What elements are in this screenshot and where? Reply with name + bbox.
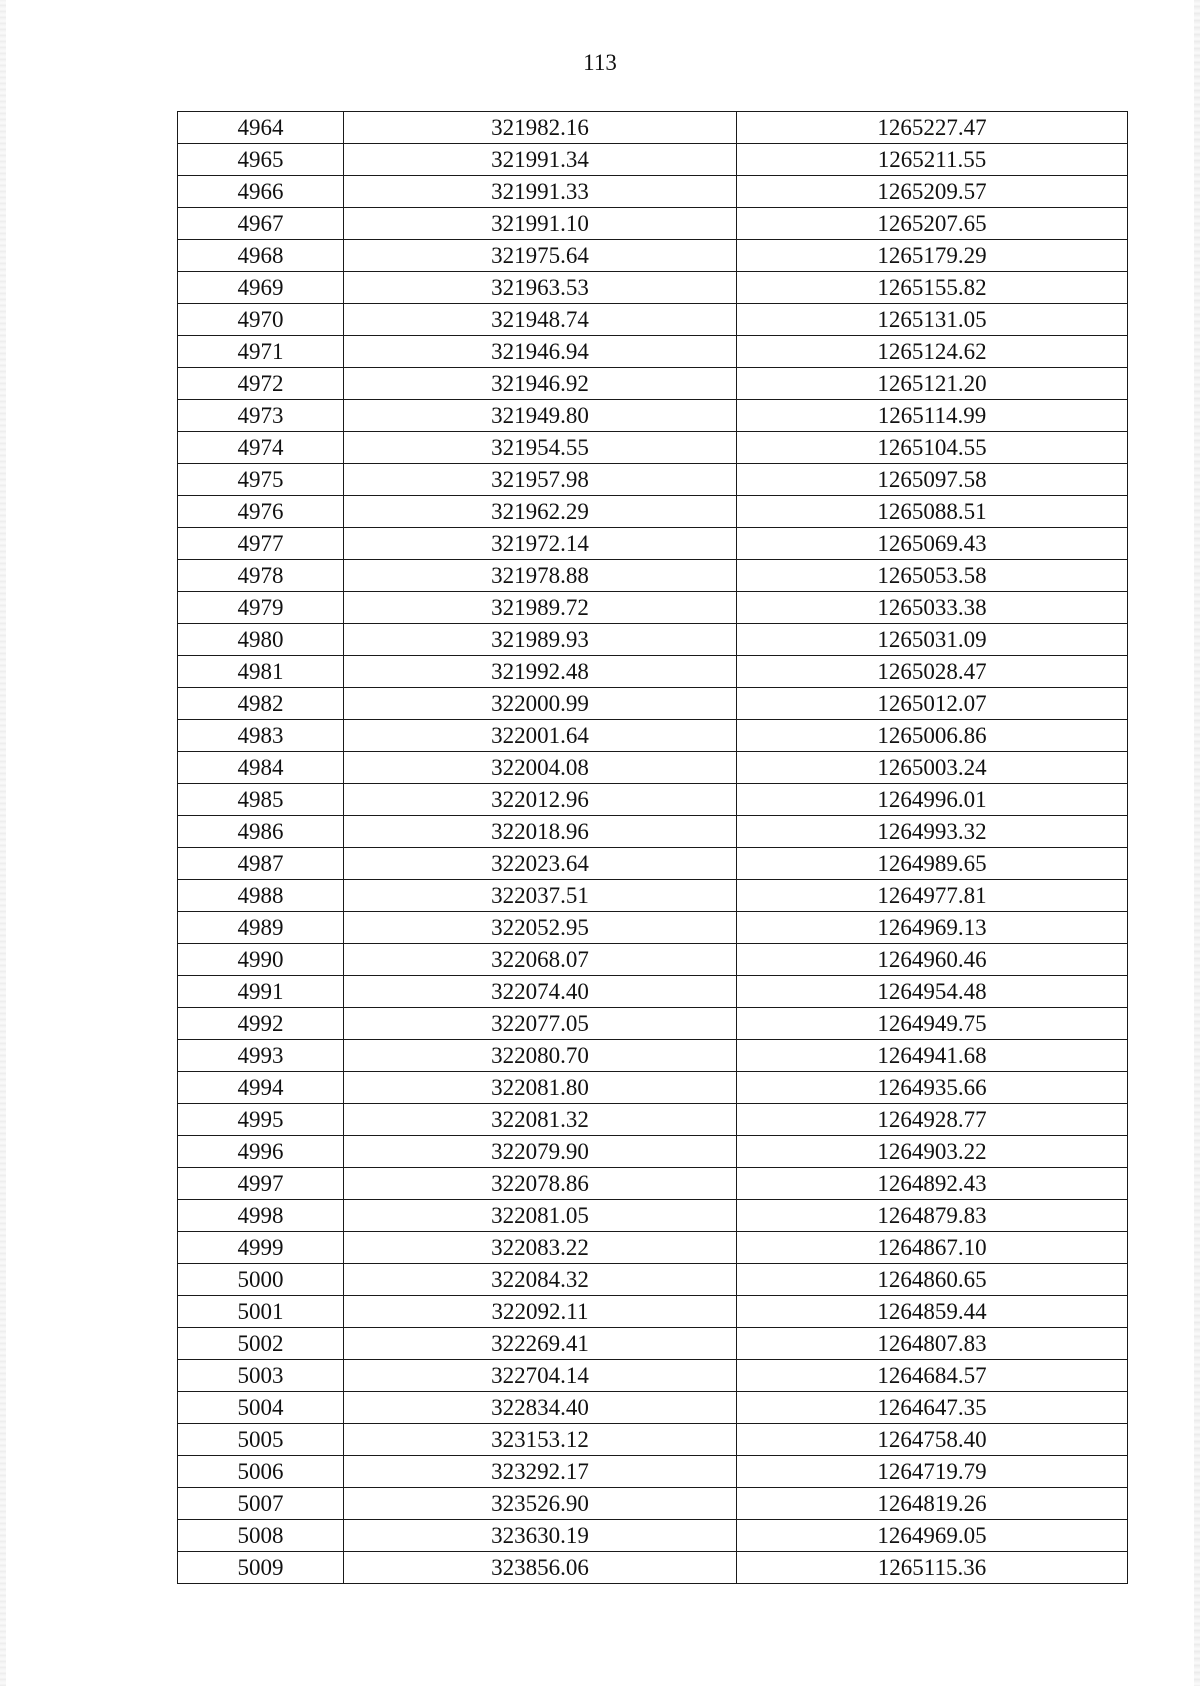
x-coordinate-cell: 321989.93 bbox=[344, 624, 737, 656]
x-coordinate-cell: 321954.55 bbox=[344, 432, 737, 464]
table-body bbox=[178, 112, 1128, 1584]
x-coordinate-cell: 321991.10 bbox=[344, 208, 737, 240]
x-coordinate-cell: 322834.40 bbox=[344, 1392, 737, 1424]
table-row bbox=[178, 432, 1128, 464]
x-coordinate-cell: 323526.90 bbox=[344, 1488, 737, 1520]
x-coordinate-cell: 322079.90 bbox=[344, 1136, 737, 1168]
y-coordinate-cell: 1265088.51 bbox=[737, 496, 1128, 528]
x-coordinate-cell: 322018.96 bbox=[344, 816, 737, 848]
x-coordinate-cell: 322092.11 bbox=[344, 1296, 737, 1328]
y-coordinate-cell: 1265031.09 bbox=[737, 624, 1128, 656]
x-coordinate-cell: 321948.74 bbox=[344, 304, 737, 336]
y-coordinate-cell: 1265104.55 bbox=[737, 432, 1128, 464]
point-number-cell: 5007 bbox=[178, 1488, 344, 1520]
y-coordinate-cell: 1264941.68 bbox=[737, 1040, 1128, 1072]
x-coordinate-cell: 321982.16 bbox=[344, 112, 737, 144]
point-number-cell: 5002 bbox=[178, 1328, 344, 1360]
table-row bbox=[178, 1264, 1128, 1296]
point-number-cell: 4979 bbox=[178, 592, 344, 624]
point-number-cell: 4998 bbox=[178, 1200, 344, 1232]
table-row bbox=[178, 592, 1128, 624]
table-row bbox=[178, 784, 1128, 816]
table-row bbox=[178, 272, 1128, 304]
table-row bbox=[178, 624, 1128, 656]
y-coordinate-cell: 1264969.05 bbox=[737, 1520, 1128, 1552]
x-coordinate-cell: 322083.22 bbox=[344, 1232, 737, 1264]
point-number-cell: 4993 bbox=[178, 1040, 344, 1072]
point-number-cell: 4978 bbox=[178, 560, 344, 592]
x-coordinate-cell: 322012.96 bbox=[344, 784, 737, 816]
table-row bbox=[178, 400, 1128, 432]
x-coordinate-cell: 321962.29 bbox=[344, 496, 737, 528]
point-number-cell: 4985 bbox=[178, 784, 344, 816]
x-coordinate-cell: 321946.94 bbox=[344, 336, 737, 368]
y-coordinate-cell: 1264860.65 bbox=[737, 1264, 1128, 1296]
table-row bbox=[178, 1488, 1128, 1520]
x-coordinate-cell: 323153.12 bbox=[344, 1424, 737, 1456]
point-number-cell: 5005 bbox=[178, 1424, 344, 1456]
table-row bbox=[178, 1392, 1128, 1424]
point-number-cell: 4966 bbox=[178, 176, 344, 208]
y-coordinate-cell: 1264903.22 bbox=[737, 1136, 1128, 1168]
y-coordinate-cell: 1264807.83 bbox=[737, 1328, 1128, 1360]
y-coordinate-cell: 1265006.86 bbox=[737, 720, 1128, 752]
y-coordinate-cell: 1265114.99 bbox=[737, 400, 1128, 432]
y-coordinate-cell: 1265227.47 bbox=[737, 112, 1128, 144]
point-number-cell: 4995 bbox=[178, 1104, 344, 1136]
table-row bbox=[178, 368, 1128, 400]
y-coordinate-cell: 1265155.82 bbox=[737, 272, 1128, 304]
table-row bbox=[178, 1008, 1128, 1040]
point-number-cell: 4973 bbox=[178, 400, 344, 432]
table-row bbox=[178, 1456, 1128, 1488]
table-row bbox=[178, 208, 1128, 240]
y-coordinate-cell: 1265028.47 bbox=[737, 656, 1128, 688]
x-coordinate-cell: 322001.64 bbox=[344, 720, 737, 752]
x-coordinate-cell: 321978.88 bbox=[344, 560, 737, 592]
point-number-cell: 4991 bbox=[178, 976, 344, 1008]
x-coordinate-cell: 323292.17 bbox=[344, 1456, 737, 1488]
point-number-cell: 4965 bbox=[178, 144, 344, 176]
table-row bbox=[178, 496, 1128, 528]
table-row bbox=[178, 464, 1128, 496]
point-number-cell: 4997 bbox=[178, 1168, 344, 1200]
y-coordinate-cell: 1264892.43 bbox=[737, 1168, 1128, 1200]
y-coordinate-cell: 1265124.62 bbox=[737, 336, 1128, 368]
point-number-cell: 5006 bbox=[178, 1456, 344, 1488]
table-row bbox=[178, 912, 1128, 944]
table-row bbox=[178, 304, 1128, 336]
y-coordinate-cell: 1265209.57 bbox=[737, 176, 1128, 208]
x-coordinate-cell: 321992.48 bbox=[344, 656, 737, 688]
point-number-cell: 4981 bbox=[178, 656, 344, 688]
table-row bbox=[178, 144, 1128, 176]
point-number-cell: 4975 bbox=[178, 464, 344, 496]
point-number-cell: 4969 bbox=[178, 272, 344, 304]
coordinate-table bbox=[177, 111, 1128, 1584]
table-row bbox=[178, 816, 1128, 848]
y-coordinate-cell: 1264647.35 bbox=[737, 1392, 1128, 1424]
y-coordinate-cell: 1265097.58 bbox=[737, 464, 1128, 496]
x-coordinate-cell: 322080.70 bbox=[344, 1040, 737, 1072]
y-coordinate-cell: 1265211.55 bbox=[737, 144, 1128, 176]
point-number-cell: 4964 bbox=[178, 112, 344, 144]
point-number-cell: 4999 bbox=[178, 1232, 344, 1264]
x-coordinate-cell: 322023.64 bbox=[344, 848, 737, 880]
x-coordinate-cell: 322084.32 bbox=[344, 1264, 737, 1296]
x-coordinate-cell: 321946.92 bbox=[344, 368, 737, 400]
table-row bbox=[178, 1072, 1128, 1104]
table-row bbox=[178, 1520, 1128, 1552]
page-number: 113 bbox=[583, 50, 617, 75]
x-coordinate-cell: 322068.07 bbox=[344, 944, 737, 976]
y-coordinate-cell: 1264758.40 bbox=[737, 1424, 1128, 1456]
x-coordinate-cell: 321972.14 bbox=[344, 528, 737, 560]
point-number-cell: 4987 bbox=[178, 848, 344, 880]
table-row bbox=[178, 944, 1128, 976]
table-row bbox=[178, 560, 1128, 592]
point-number-cell: 4967 bbox=[178, 208, 344, 240]
x-coordinate-cell: 323856.06 bbox=[344, 1552, 737, 1584]
point-number-cell: 4992 bbox=[178, 1008, 344, 1040]
table-row bbox=[178, 752, 1128, 784]
y-coordinate-cell: 1264879.83 bbox=[737, 1200, 1128, 1232]
table-row bbox=[178, 1552, 1128, 1584]
table-row bbox=[178, 176, 1128, 208]
table-row bbox=[178, 656, 1128, 688]
point-number-cell: 4977 bbox=[178, 528, 344, 560]
table-row bbox=[178, 112, 1128, 144]
table-row bbox=[178, 336, 1128, 368]
point-number-cell: 5000 bbox=[178, 1264, 344, 1296]
x-coordinate-cell: 321989.72 bbox=[344, 592, 737, 624]
y-coordinate-cell: 1264935.66 bbox=[737, 1072, 1128, 1104]
point-number-cell: 5001 bbox=[178, 1296, 344, 1328]
point-number-cell: 4996 bbox=[178, 1136, 344, 1168]
x-coordinate-cell: 322269.41 bbox=[344, 1328, 737, 1360]
table-row bbox=[178, 1360, 1128, 1392]
table-row bbox=[178, 240, 1128, 272]
table-row bbox=[178, 1232, 1128, 1264]
point-number-cell: 4970 bbox=[178, 304, 344, 336]
table-row bbox=[178, 1424, 1128, 1456]
x-coordinate-cell: 321991.34 bbox=[344, 144, 737, 176]
y-coordinate-cell: 1265012.07 bbox=[737, 688, 1128, 720]
y-coordinate-cell: 1265115.36 bbox=[737, 1552, 1128, 1584]
scan-edge-right bbox=[1194, 0, 1200, 1686]
x-coordinate-cell: 321975.64 bbox=[344, 240, 737, 272]
point-number-cell: 4971 bbox=[178, 336, 344, 368]
point-number-cell: 4982 bbox=[178, 688, 344, 720]
point-number-cell: 4980 bbox=[178, 624, 344, 656]
x-coordinate-cell: 322078.86 bbox=[344, 1168, 737, 1200]
scan-edge-left bbox=[0, 0, 6, 1686]
y-coordinate-cell: 1265053.58 bbox=[737, 560, 1128, 592]
y-coordinate-cell: 1265121.20 bbox=[737, 368, 1128, 400]
y-coordinate-cell: 1264859.44 bbox=[737, 1296, 1128, 1328]
x-coordinate-cell: 321963.53 bbox=[344, 272, 737, 304]
y-coordinate-cell: 1265207.65 bbox=[737, 208, 1128, 240]
x-coordinate-cell: 322074.40 bbox=[344, 976, 737, 1008]
table-row bbox=[178, 1104, 1128, 1136]
point-number-cell: 4976 bbox=[178, 496, 344, 528]
y-coordinate-cell: 1264996.01 bbox=[737, 784, 1128, 816]
x-coordinate-cell: 322037.51 bbox=[344, 880, 737, 912]
x-coordinate-cell: 322077.05 bbox=[344, 1008, 737, 1040]
table-row bbox=[178, 880, 1128, 912]
table-row bbox=[178, 1136, 1128, 1168]
table-row bbox=[178, 1296, 1128, 1328]
point-number-cell: 5003 bbox=[178, 1360, 344, 1392]
x-coordinate-cell: 322004.08 bbox=[344, 752, 737, 784]
y-coordinate-cell: 1264819.26 bbox=[737, 1488, 1128, 1520]
x-coordinate-cell: 322081.32 bbox=[344, 1104, 737, 1136]
point-number-cell: 4983 bbox=[178, 720, 344, 752]
y-coordinate-cell: 1264977.81 bbox=[737, 880, 1128, 912]
table-row bbox=[178, 1200, 1128, 1232]
y-coordinate-cell: 1264993.32 bbox=[737, 816, 1128, 848]
y-coordinate-cell: 1264989.65 bbox=[737, 848, 1128, 880]
x-coordinate-cell: 322081.05 bbox=[344, 1200, 737, 1232]
y-coordinate-cell: 1264867.10 bbox=[737, 1232, 1128, 1264]
point-number-cell: 4968 bbox=[178, 240, 344, 272]
y-coordinate-cell: 1265069.43 bbox=[737, 528, 1128, 560]
y-coordinate-cell: 1265179.29 bbox=[737, 240, 1128, 272]
point-number-cell: 4986 bbox=[178, 816, 344, 848]
y-coordinate-cell: 1264969.13 bbox=[737, 912, 1128, 944]
x-coordinate-cell: 322081.80 bbox=[344, 1072, 737, 1104]
y-coordinate-cell: 1264954.48 bbox=[737, 976, 1128, 1008]
point-number-cell: 4990 bbox=[178, 944, 344, 976]
x-coordinate-cell: 322052.95 bbox=[344, 912, 737, 944]
table-row bbox=[178, 688, 1128, 720]
x-coordinate-cell: 323630.19 bbox=[344, 1520, 737, 1552]
x-coordinate-cell: 322704.14 bbox=[344, 1360, 737, 1392]
point-number-cell: 5004 bbox=[178, 1392, 344, 1424]
x-coordinate-cell: 321957.98 bbox=[344, 464, 737, 496]
table-row bbox=[178, 1040, 1128, 1072]
point-number-cell: 4972 bbox=[178, 368, 344, 400]
point-number-cell: 4974 bbox=[178, 432, 344, 464]
y-coordinate-cell: 1264949.75 bbox=[737, 1008, 1128, 1040]
point-number-cell: 4994 bbox=[178, 1072, 344, 1104]
y-coordinate-cell: 1264684.57 bbox=[737, 1360, 1128, 1392]
table-row bbox=[178, 720, 1128, 752]
y-coordinate-cell: 1264960.46 bbox=[737, 944, 1128, 976]
y-coordinate-cell: 1264719.79 bbox=[737, 1456, 1128, 1488]
point-number-cell: 5008 bbox=[178, 1520, 344, 1552]
table-row bbox=[178, 528, 1128, 560]
table-row bbox=[178, 848, 1128, 880]
table-row bbox=[178, 1168, 1128, 1200]
point-number-cell: 4988 bbox=[178, 880, 344, 912]
point-number-cell: 5009 bbox=[178, 1552, 344, 1584]
y-coordinate-cell: 1264928.77 bbox=[737, 1104, 1128, 1136]
table-row bbox=[178, 1328, 1128, 1360]
x-coordinate-cell: 322000.99 bbox=[344, 688, 737, 720]
y-coordinate-cell: 1265033.38 bbox=[737, 592, 1128, 624]
point-number-cell: 4984 bbox=[178, 752, 344, 784]
x-coordinate-cell: 321991.33 bbox=[344, 176, 737, 208]
y-coordinate-cell: 1265003.24 bbox=[737, 752, 1128, 784]
point-number-cell: 4989 bbox=[178, 912, 344, 944]
y-coordinate-cell: 1265131.05 bbox=[737, 304, 1128, 336]
table-row bbox=[178, 976, 1128, 1008]
x-coordinate-cell: 321949.80 bbox=[344, 400, 737, 432]
